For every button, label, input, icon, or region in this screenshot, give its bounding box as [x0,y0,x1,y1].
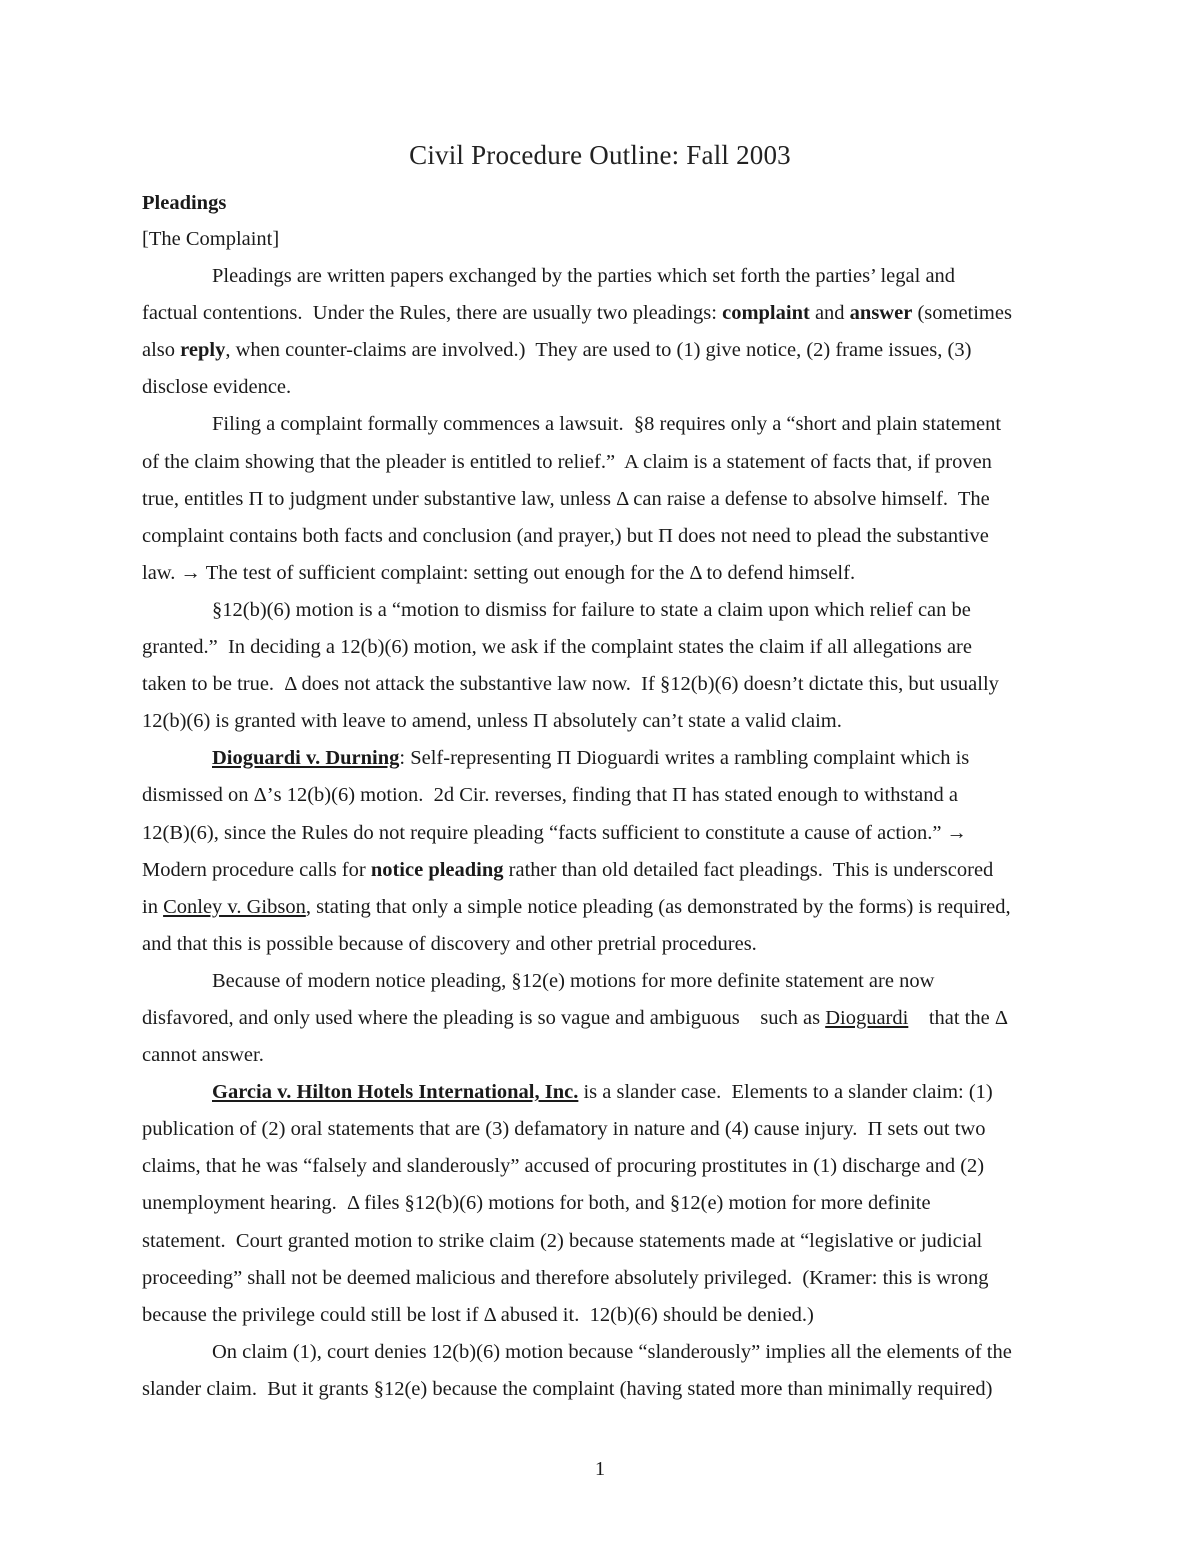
text-line [142,1074,1060,1111]
text-run: , when counter-claims are involved.) They are used to (1) give notice, (2) frame issues, (3) [225,339,972,362]
text-line [142,258,1060,295]
text-line [142,815,1060,852]
text-line [142,1148,1060,1185]
text-line [142,889,1060,926]
text-line [142,1334,1060,1371]
text-run: 12(b)(6) is granted with leave to amend, unless Π absolutely can’t state a valid claim. [142,710,842,733]
text-run: in [142,895,164,918]
text-run: of the claim showing that the pleader is entitled to relief.” A claim is a statement of facts that, if proven [142,450,992,473]
text-line [142,777,1060,814]
case-name: complaint [722,302,810,325]
text-line [142,852,1060,889]
text-run: Filing a complaint formally commences a lawsuit. §8 requires only a “short and plain statement [212,413,1002,436]
text-run: Modern procedure calls for [142,858,371,881]
subheading: [The Complaint] [142,228,280,250]
text-run: (sometimes [912,302,1012,325]
text-run: Because of modern notice pleading, §12(e) motions for more definite statement are now [212,969,935,992]
text-line [142,1111,1060,1148]
page-number: 1 [594,1458,606,1480]
case-name: Dioguardi [825,1006,909,1029]
text-run: and that this is possible because of discovery and other pretrial procedures. [142,932,757,955]
text-run: granted.” In deciding a 12(b)(6) motion, we ask if the complaint states the claim if all allegations are [142,636,972,659]
text-line [142,592,1060,629]
text-line [142,295,1060,332]
text-run: cannot answer. [142,1044,264,1067]
text-line [142,740,1060,777]
text-run: because the privilege could still be lost if Δ abused it. 12(b)(6) should be denied.) [142,1303,814,1326]
paragraph-lines [142,258,1060,1408]
text-run: slander claim. But it grants §12(e) because the complaint (having stated more than minimally required) [142,1377,993,1400]
text-run: true, entitles Π to judgment under substantive law, unless Δ can raise a defense to absolve himself. The [142,487,990,510]
text-run: that the Δ [908,1006,1009,1029]
text-line [142,1037,1060,1074]
text-run: is a slander case. Elements to a slander claim: (1) [578,1081,993,1104]
text-run: also [142,339,181,362]
document-body [142,186,1060,1408]
text-run: and [809,302,850,325]
text-line [142,332,1060,369]
text-line [142,963,1060,1000]
text-run: Pleadings are written papers exchanged by the parties which set forth the parties’ legal and [212,265,956,288]
text-run: 12(B)(6), since the Rules do not require pleading “facts sufficient to constitute a cause of action.” → [142,821,968,844]
text-line [142,1371,1060,1408]
text-run: complaint contains both facts and conclusion (and prayer,) but Π does not need to plead the substantive [142,524,989,547]
text-line [142,666,1060,703]
text-run: disfavored, and only used where the pleading is so vague and ambiguous such as [142,1006,826,1029]
text-run: taken to be true. Δ does not attack the substantive law now. If §12(b)(6) doesn’t dictate this, but usually [142,673,999,696]
text-run: claims, that he was “falsely and slanderously” accused of procuring prostitutes in (1) discharge and (2) [142,1155,985,1178]
text-run: : Self-representing Π Dioguardi writes a rambling complaint which is [399,747,970,770]
text-run: factual contentions. Under the Rules, there are usually two pleadings: [142,302,723,325]
page-title: Civil Procedure Outline: Fall 2003 [409,140,791,170]
section-heading: Pleadings [142,192,227,214]
text-line [142,1000,1060,1037]
case-name: answer [849,302,913,325]
text-run: unemployment hearing. Δ files §12(b)(6) motions for both, and §12(e) motion for more definite [142,1192,931,1215]
text-line [142,1297,1060,1334]
text-line [142,406,1060,443]
text-run: rather than old detailed fact pleadings. This is underscored [503,858,994,881]
case-name: notice pleading [370,858,504,881]
case-name: Dioguardi v. Durning [212,747,400,770]
text-line [142,1223,1060,1260]
text-line [142,444,1060,481]
text-line [142,1260,1060,1297]
text-run: publication of (2) oral statements that are (3) defamatory in nature and (4) cause injury. Π sets out two [142,1118,986,1141]
text-line [142,481,1060,518]
text-line [142,703,1060,740]
text-run: §12(b)(6) motion is a “motion to dismiss for failure to state a claim upon which relief can be [212,598,971,621]
text-line [142,555,1060,592]
case-name: Garcia v. Hilton Hotels International, Inc. [212,1081,579,1104]
text-run: proceeding” shall not be deemed malicious and therefore absolutely privileged. (Kramer: this is wrong [142,1266,989,1289]
text-line [142,926,1060,963]
text-line [142,629,1060,666]
text-run: On claim (1), court denies 12(b)(6) motion because “slanderously” implies all the elements of the [212,1340,1012,1363]
case-name: reply [180,339,226,362]
text-run: , stating that only a simple notice pleading (as demonstrated by the forms) is required, [305,895,1011,918]
text-line [142,1185,1060,1222]
text-run: disclose evidence. [142,376,292,399]
text-line [142,518,1060,555]
text-run: law. → The test of sufficient complaint: setting out enough for the Δ to defend himself. [142,561,856,584]
text-run: statement. Court granted motion to strike claim (2) because statements made at “legislative or judicial [142,1229,983,1252]
case-name: Conley v. Gibson [163,895,306,918]
text-run: dismissed on Δ’s 12(b)(6) motion. 2d Cir. reverses, finding that Π has stated enough to withstand a [142,784,958,807]
text-line [142,369,1060,406]
